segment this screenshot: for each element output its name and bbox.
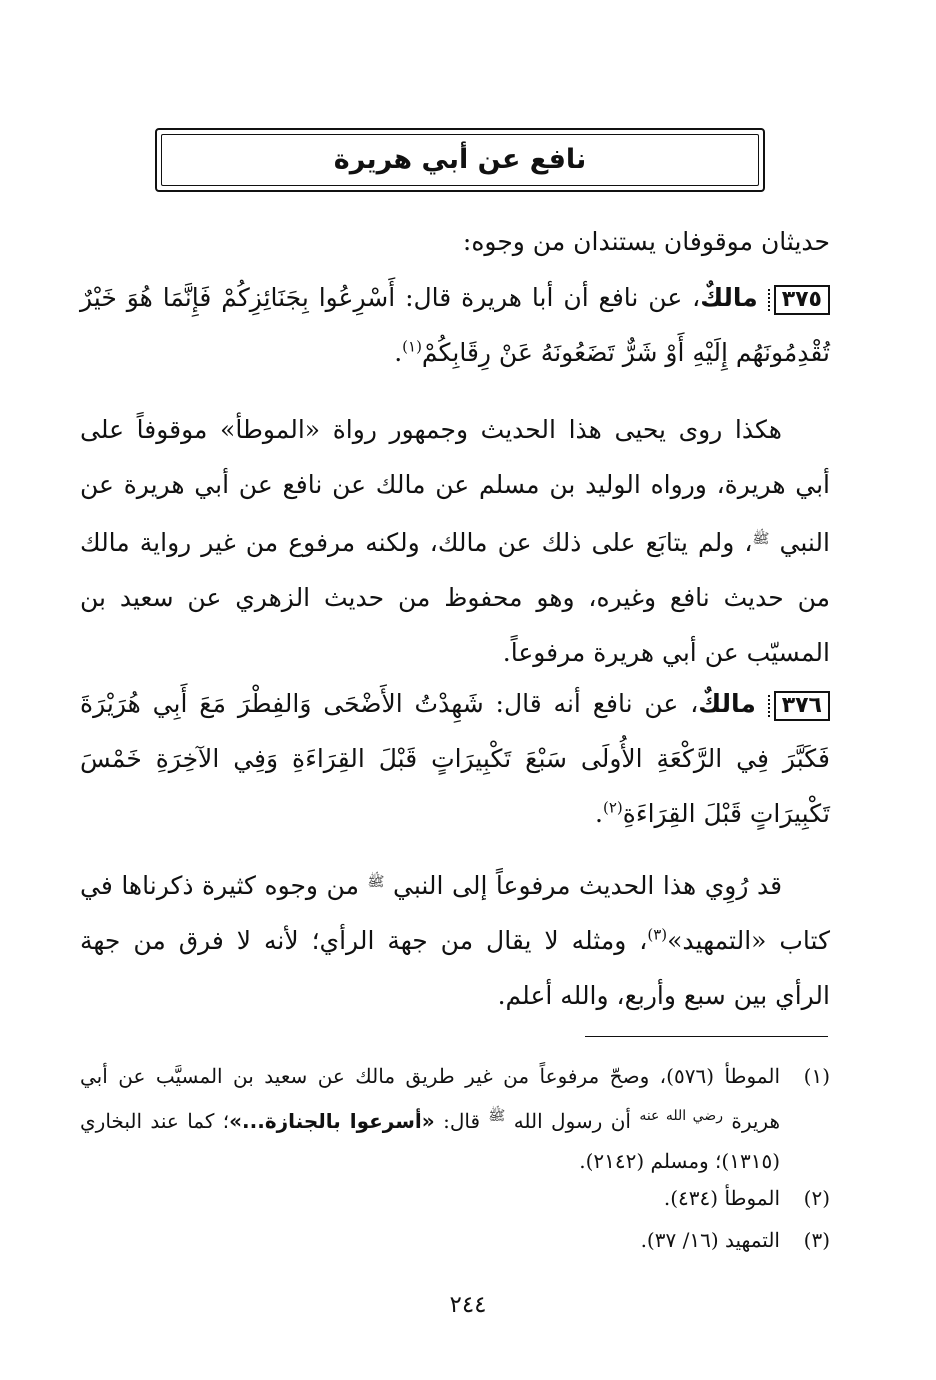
chapter-title: نافع عن أبي هريرة bbox=[333, 144, 587, 175]
hadith-375-end: . bbox=[394, 338, 403, 367]
footnote-divider bbox=[585, 1036, 828, 1037]
hadith-375-text: ، عن نافع أن أبا هريرة قال: أَسْرِعُوا بِجَنَائِزِكُمْ فَإِنَّمَا هُوَ خَيْرٌ تُقْدِمُونَهُم إِلَيْهِ أَوْ شَرٌّ تَضَعُونَهُ عَنْ رِقَابِكُمْ bbox=[80, 283, 830, 367]
footnote-1-text-b: أن رسول الله bbox=[513, 1109, 631, 1133]
commentary-2-part2: من وجوه كثيرة ذكرناها في كتاب «التمهيد» bbox=[80, 871, 831, 955]
commentary-1 bbox=[80, 402, 830, 680]
footnote-1-text-d: ؛ كما عند البخاري (١٣١٥)؛ ومسلم (٢١٤٢). bbox=[80, 1109, 780, 1173]
hadith-375-narrator: مالكٌ bbox=[700, 283, 758, 312]
hadith-376-narrator: مالكٌ bbox=[698, 689, 756, 718]
radiallahu-mark: رضي الله عنه bbox=[639, 1108, 723, 1124]
salawat-mark: ﷺ bbox=[367, 874, 385, 890]
footnote-1-text-a: الموطأ (٥٧٦)، وصحّ مرفوعاً من غير طريق مالك عن سعيد بن المسيَّب عن أبي هريرة bbox=[80, 1064, 781, 1133]
hadith-375 bbox=[80, 270, 830, 380]
footnote-3-mark: (٣) bbox=[803, 1228, 830, 1252]
footnote-1-mark: (١) bbox=[803, 1064, 830, 1088]
intro-text: حديثان موقوفان يستندان من وجوه: bbox=[462, 227, 830, 256]
footnote-2-text: الموطأ (٤٣٤). bbox=[663, 1186, 780, 1210]
page-number: ٢٤٤ bbox=[449, 1292, 487, 1318]
footnote-ref-3[interactable]: (٣) bbox=[647, 925, 668, 944]
intro-line bbox=[80, 214, 830, 269]
hadith-376 bbox=[80, 676, 830, 841]
chapter-title-frame bbox=[155, 128, 765, 192]
footnote-1-bold: «أسرعوا بالجنازة...» bbox=[229, 1109, 435, 1133]
footnote-3 bbox=[80, 1220, 830, 1260]
footnote-ref-1[interactable]: (١) bbox=[402, 337, 422, 356]
commentary-2-part1: قد رُوِي هذا الحديث مرفوعاً إلى النبي bbox=[392, 871, 783, 900]
salawat-mark: ﷺ bbox=[488, 1108, 506, 1124]
salawat-mark: ﷺ bbox=[752, 531, 770, 547]
footnote-1 bbox=[80, 1056, 830, 1181]
hadith-number-376: ٣٧٦ bbox=[774, 691, 830, 721]
hadith-376-end: . bbox=[595, 799, 603, 828]
footnote-1-text-c: قال: bbox=[443, 1109, 481, 1133]
hadith-number-375: ٣٧٥ bbox=[774, 285, 830, 315]
footnote-2-mark: (٢) bbox=[803, 1186, 830, 1210]
commentary-1-rest: ، ولم يتابَع على ذلك عن مالك، ولكنه مرفوع من غير رواية مالك من حديث نافع وغيره، وهو محفوظ من حديث الزهري عن سعيد بن المسيّب عن أبي هريرة مرفوعاً. bbox=[80, 528, 830, 667]
hadith-376-text: ، عن نافع أنه قال: شَهِدْتُ الأَضْحَى وَالفِطْرَ مَعَ أَبِي هُرَيْرَةَ فَكَبَّرَ فِي الرَّكْعَةِ الأُولَى سَبْعَ تَكْبِيرَاتٍ قَبْلَ القِرَاءَةِ وَفِي الآخِرَةِ خَمْسَ تَكْبِيرَاتٍ قَبْلَ القِرَاءَةِ bbox=[80, 689, 830, 828]
commentary-2 bbox=[80, 855, 830, 1023]
footnote-ref-2[interactable]: (٢) bbox=[602, 798, 623, 817]
footnote-2 bbox=[80, 1178, 830, 1218]
commentary-2-part3: ، ومثله لا يقال من جهة الرأي؛ لأنه لا فرق من جهة الرأي بين سبع وأربع، والله أعلم. bbox=[80, 926, 830, 1010]
commentary-1-text: هكذا روى يحيى هذا الحديث وجمهور رواة «الموطأ» موقوفاً على أبي هريرة، ورواه الوليد بن مسلم عن مالك عن نافع عن أبي هريرة عن النبي bbox=[80, 415, 830, 557]
footnote-3-text: التمهيد (١٦/ ٣٧). bbox=[640, 1228, 780, 1252]
